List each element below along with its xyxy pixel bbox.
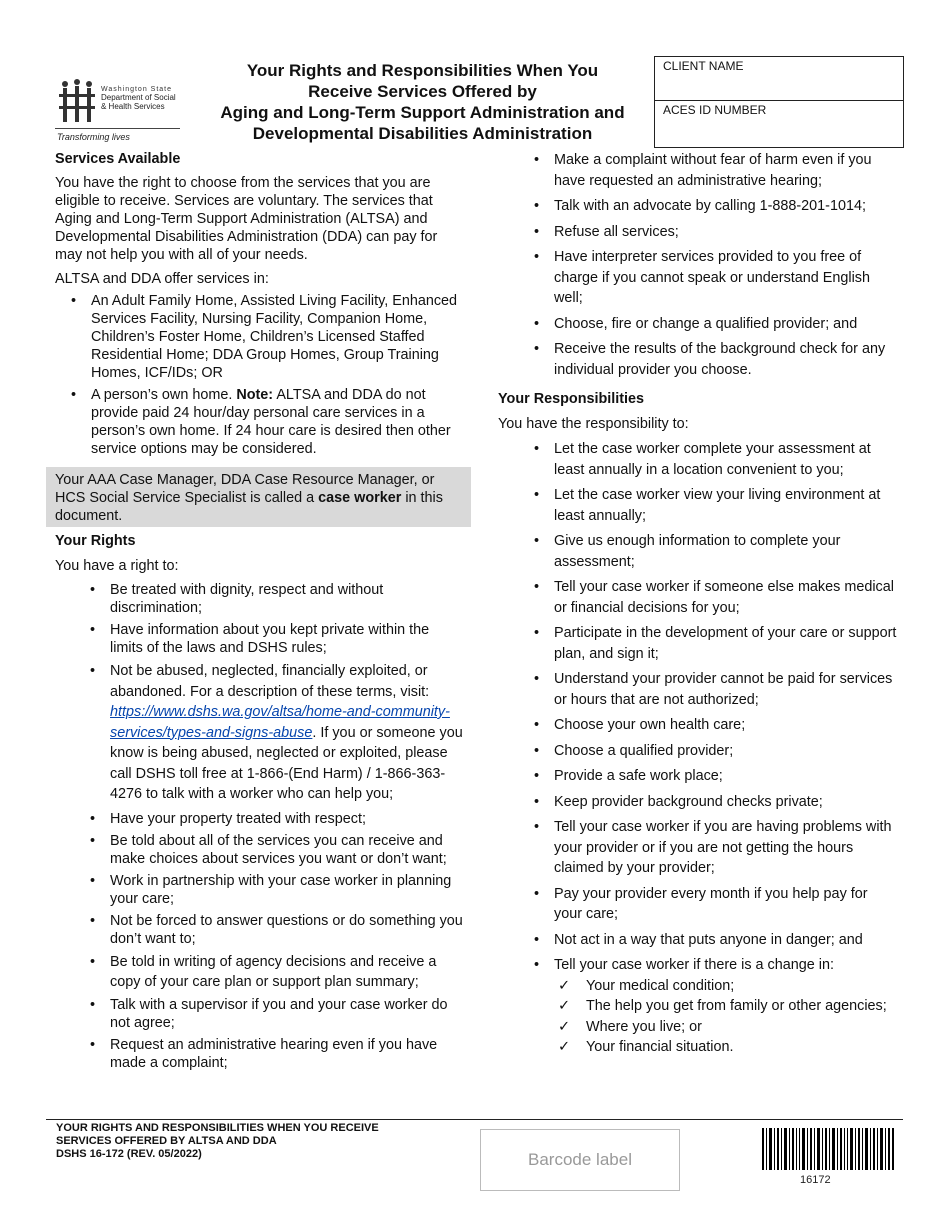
list-item: • Not act in a way that puts anyone in danger; and [554, 930, 898, 951]
list-item: • Be treated with dignity, respect and without discrimination; [110, 581, 465, 617]
list-item: • Tell your case worker if there is a change in: ✓ Your medical condition; ✓ The help you get from family or other agencies; ✓ Where you live; or ✓ Your financial situation. [554, 955, 898, 1058]
barcode-label-box [480, 1129, 680, 1191]
list-item: • Let the case worker complete your assessment at least annually in a location convenient to you; [554, 439, 898, 480]
list-item: • Pay your provider every month if you help pay for your care; [554, 884, 898, 925]
case-worker-note: Your AAA Case Manager, DDA Case Resource Manager, or HCS Social Service Specialist is called a case worker in this document. [55, 472, 443, 524]
footer-line: SERVICES OFFERED BY ALTSA AND DDA [56, 1135, 277, 1147]
list-item: • Choose your own health care; [554, 715, 898, 736]
list-item: • Refuse all services; [554, 222, 898, 243]
barcode-icon [762, 1128, 894, 1170]
checklist-item: ✓ Your financial situation. [586, 1037, 898, 1058]
barcode-label-text: Barcode label [528, 1150, 632, 1169]
list-item: • Request an administrative hearing even if you have made a complaint; [110, 1036, 465, 1072]
title-line: Your Rights and Responsibilities When You [246, 61, 599, 80]
checklist-item: ✓ Your medical condition; [586, 976, 898, 997]
list-item: • Be told about all of the services you can receive and make choices about services you want or don’t want; [110, 832, 465, 868]
list-item: • Let the case worker view your living environment at least annually; [554, 485, 898, 526]
rights-continued-section [498, 150, 898, 380]
list-item: • Have information about you kept private within the limits of the laws and DSHS rules; [110, 621, 465, 657]
case-worker-term: case worker [318, 490, 402, 506]
services-list [91, 292, 465, 458]
responsibilities-list [554, 439, 898, 1058]
checklist-item: ✓ The help you get from family or other agencies; [586, 996, 898, 1017]
footer-line: YOUR RIGHTS AND RESPONSIBILITIES WHEN YOU RECEIVE [56, 1122, 379, 1134]
title-line: Aging and Long-Term Support Administration and [220, 103, 625, 122]
barcode-number: 16172 [800, 1174, 831, 1186]
logo-dept-line1: Department of Social [101, 93, 176, 102]
list-item: • Tell your case worker if someone else makes medical or financial decisions for you; [554, 577, 898, 618]
title-line: Developmental Disabilities Administration [252, 124, 593, 143]
rights-heading: Your Rights [55, 533, 136, 549]
changes-list [586, 976, 898, 1058]
list-item: • Make a complaint without fear of harm even if you have requested an administrative hearing; [554, 150, 898, 191]
note-label: Note: [236, 387, 274, 403]
list-item: • An Adult Family Home, Assisted Living Facility, Enhanced Services Facility, Nursing Facility, Companion Home, Children’s Foster Home, Children’s Licensed Staffed Residential Home; DDA Group Homes, Group Training Homes, ICF/IDs; OR [91, 292, 465, 382]
client-name-field[interactable] [655, 57, 903, 101]
logo-dept-line2: & Health Services [101, 102, 165, 111]
services-offer-intro: ALTSA and DDA offer services in: [55, 271, 269, 287]
footer-divider [46, 1119, 903, 1120]
footer-form-info [56, 1122, 456, 1161]
aces-id-field[interactable] [655, 101, 903, 145]
logo-state: Washington State [101, 86, 172, 93]
list-item: • Understand your provider cannot be paid for services or hours that are not authorized; [554, 669, 898, 710]
aces-id-label: ACES ID NUMBER [663, 103, 767, 117]
logo-tagline: Transforming lives [57, 132, 130, 142]
list-item: • Talk with a supervisor if you and your case worker do not agree; [110, 996, 465, 1032]
list-item: • Provide a safe work place; [554, 766, 898, 787]
list-item: • Choose a qualified provider; [554, 741, 898, 762]
responsibilities-heading: Your Responsibilities [498, 391, 645, 407]
list-item: • Choose, fire or change a qualified provider; and [554, 314, 898, 335]
list-item: • Work in partnership with your case worker in planning your care; [110, 872, 465, 908]
list-item: • Be told in writing of agency decisions and receive a copy of your care plan or support plan summary; [110, 952, 465, 992]
rights-list-continued [554, 150, 898, 380]
list-item: • Have interpreter services provided to you free of charge if you cannot speak or understand English well; [554, 247, 898, 309]
dshs-people-icon [57, 78, 97, 126]
list-item: • Not be forced to answer questions or do something you don’t want to; [110, 912, 465, 948]
list-item: • Participate in the development of your care or support plan, and sign it; [554, 623, 898, 664]
list-item: • A person’s own home. Note: ALTSA and DDA do not provide paid 24 hour/day personal care services in a person’s own home. If 24 hour care is desired then other service options may be considered. [91, 386, 465, 458]
form-number: DSHS 16-172 (REV. 05/2022) [56, 1148, 202, 1160]
client-name-label: CLIENT NAME [663, 59, 744, 73]
abuse-info-link[interactable]: https://www.dshs.wa.gov/altsa/home-and-community-services/types-and-signs-abuse [110, 704, 450, 741]
list-item: • Have your property treated with respect; [110, 810, 465, 828]
document-title [195, 60, 650, 144]
responsibilities-intro: You have the responsibility to: [498, 416, 689, 432]
services-section [55, 150, 465, 458]
list-item: • Not be abused, neglected, financially exploited, or abandoned. For a description of these terms, visit: https://www.dshs.wa.gov/altsa/home-and-community-services/types-and-signs-abuse. If you or someone you know is being abused, neglected or exploited, please call DSHS toll free at 1-866-(End Harm) / 1-866-363-4276 to talk with a worker who can help you; [110, 661, 465, 805]
list-item: • Give us enough information to complete your assessment; [554, 531, 898, 572]
responsibilities-section [498, 390, 898, 1058]
rights-list [110, 581, 465, 1072]
checklist-item: ✓ Where you live; or [586, 1017, 898, 1038]
logo-divider [55, 128, 180, 129]
services-heading: Services Available [55, 151, 181, 167]
rights-section [55, 532, 465, 1072]
title-line: Receive Services Offered by [308, 82, 537, 101]
services-intro: You have the right to choose from the services that you are eligible to receive. Services are voluntary. The services that Aging and Long-Term Support Administration (ALTSA) and Developmental Disabilities Administration (DDA) can pay for may not help you with all of your needs. [55, 175, 438, 263]
dshs-logo [55, 78, 185, 146]
list-item: • Receive the results of the background check for any individual provider you choose. [554, 339, 898, 380]
rights-intro: You have a right to: [55, 558, 179, 574]
client-info-box [654, 56, 904, 148]
list-item: • Tell your case worker if you are having problems with your provider or if you are not getting the hours claimed by your provider; [554, 817, 898, 879]
list-item: • Talk with an advocate by calling 1-888-201-1014; [554, 196, 898, 217]
list-item: • Keep provider background checks private; [554, 792, 898, 813]
